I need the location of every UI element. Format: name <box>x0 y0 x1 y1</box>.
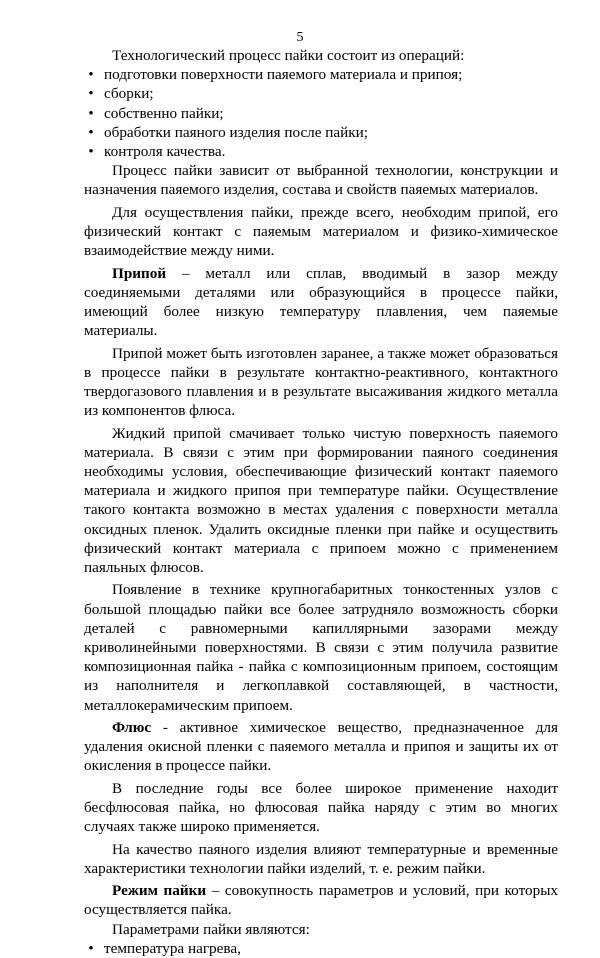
list-item-text: сборки; <box>104 85 154 103</box>
mode-definition-text: – совокупность параметров и условий, при которых осуществляется пайка. <box>84 882 558 919</box>
list-item-text: температура нагрева, <box>104 939 241 957</box>
operations-intro: Технологический процесс пайки состоит из операций: <box>112 47 465 64</box>
list-item <box>84 104 558 123</box>
bullet-icon: • <box>88 939 94 957</box>
pripoy-definition-text: – металл или сплав, вводимый в зазор между соединяемыми деталями или образующийся в процессе пайки, имеющий более низкую температуру плавления, чем паяемые материалы. <box>84 264 558 340</box>
list-item-text: собственно пайки; <box>104 104 224 122</box>
paragraph-flux-definition <box>84 718 558 776</box>
list-item <box>84 65 558 84</box>
term-flux: Флюс <box>112 719 152 737</box>
list-item <box>84 142 558 161</box>
term-mode: Режим пайки <box>112 882 207 900</box>
bullet-icon: • <box>88 143 94 161</box>
page-content <box>84 46 558 958</box>
operations-list <box>84 65 558 161</box>
params-list <box>84 939 558 958</box>
list-item-text: контроля качества. <box>104 143 226 161</box>
paragraph-process: Процесс пайки зависит от выбранной технологии, конструкции и назначения паяемого изделия, состава и свойств паяемых материалов. <box>84 162 558 199</box>
bullet-icon: • <box>88 85 94 103</box>
list-item <box>84 939 558 958</box>
paragraph-large-units: Появление в технике крупногабаритных тонкостенных узлов с большой площадью пайки все более затрудняло возможность сборки деталей с равномерными капиллярными зазорами между криволинейными поверхностями. В связи с этим получила развитие композиционная пайка - пайка с композиционным припоем, состоящим из наполнителя и легкоплавкой составляющей, в частности, металлокерамическим припоем. <box>84 581 558 714</box>
term-pripoy: Припой <box>112 264 167 282</box>
paragraph-fluxless: В последние годы все более широкое применение находит бесфлюсовая пайка, но флюсовая пайка наряду с этим во многих случаях также широко применяется. <box>84 779 558 836</box>
bullet-icon: • <box>88 123 94 141</box>
params-intro: Параметрами пайки являются: <box>112 920 310 938</box>
paragraph-liquid-solder: Жидкий припой смачивает только чистую поверхность паяемого материала. В связи с этим при формировании паяного соединения необходимы условия, обеспечивающие физический контакт паяемого материала и жидкого припоя при температуре пайки. Осуществление такого контакта возможно в местах удаления с поверхности металла оксидных пленок. Удалить оксидные пленки при пайке и осуществить физический контакт материала с припоем можно с применением паяльных флюсов. <box>84 424 558 577</box>
paragraph-contact: Для осуществления пайки, прежде всего, необходим припой, его физический контакт с паяемым материалом и физико-химическое взаимодействие между ними. <box>84 203 558 260</box>
page-number: 5 <box>296 30 304 45</box>
paragraph-pripoy-definition <box>84 264 558 341</box>
list-item <box>84 84 558 103</box>
list-item-text: обработки паяного изделия после пайки; <box>104 123 369 141</box>
list-item-text: подготовки поверхности паяемого материала и припоя; <box>104 66 463 84</box>
bullet-icon: • <box>88 104 94 122</box>
bullet-icon: • <box>88 66 94 84</box>
flux-definition-text: - активное химическое вещество, предназначенное для удаления окисной пленки с паяемого металла и припоя и защиты их от окисления в процессе пайки. <box>84 719 558 775</box>
paragraph-mode-definition <box>84 881 558 919</box>
paragraph-pripoy-made: Припой может быть изготовлен заранее, а также может образоваться в процессе пайки в результате контактно-реактивного, контактного твердогазового плавления и в результате высаживания жидкого металла из компонентов флюса. <box>84 344 558 420</box>
paragraph-quality: На качество паяного изделия влияют температурные и временные характеристики технологии пайки изделий, т. е. режим пайки. <box>84 840 558 877</box>
list-item <box>84 123 558 142</box>
